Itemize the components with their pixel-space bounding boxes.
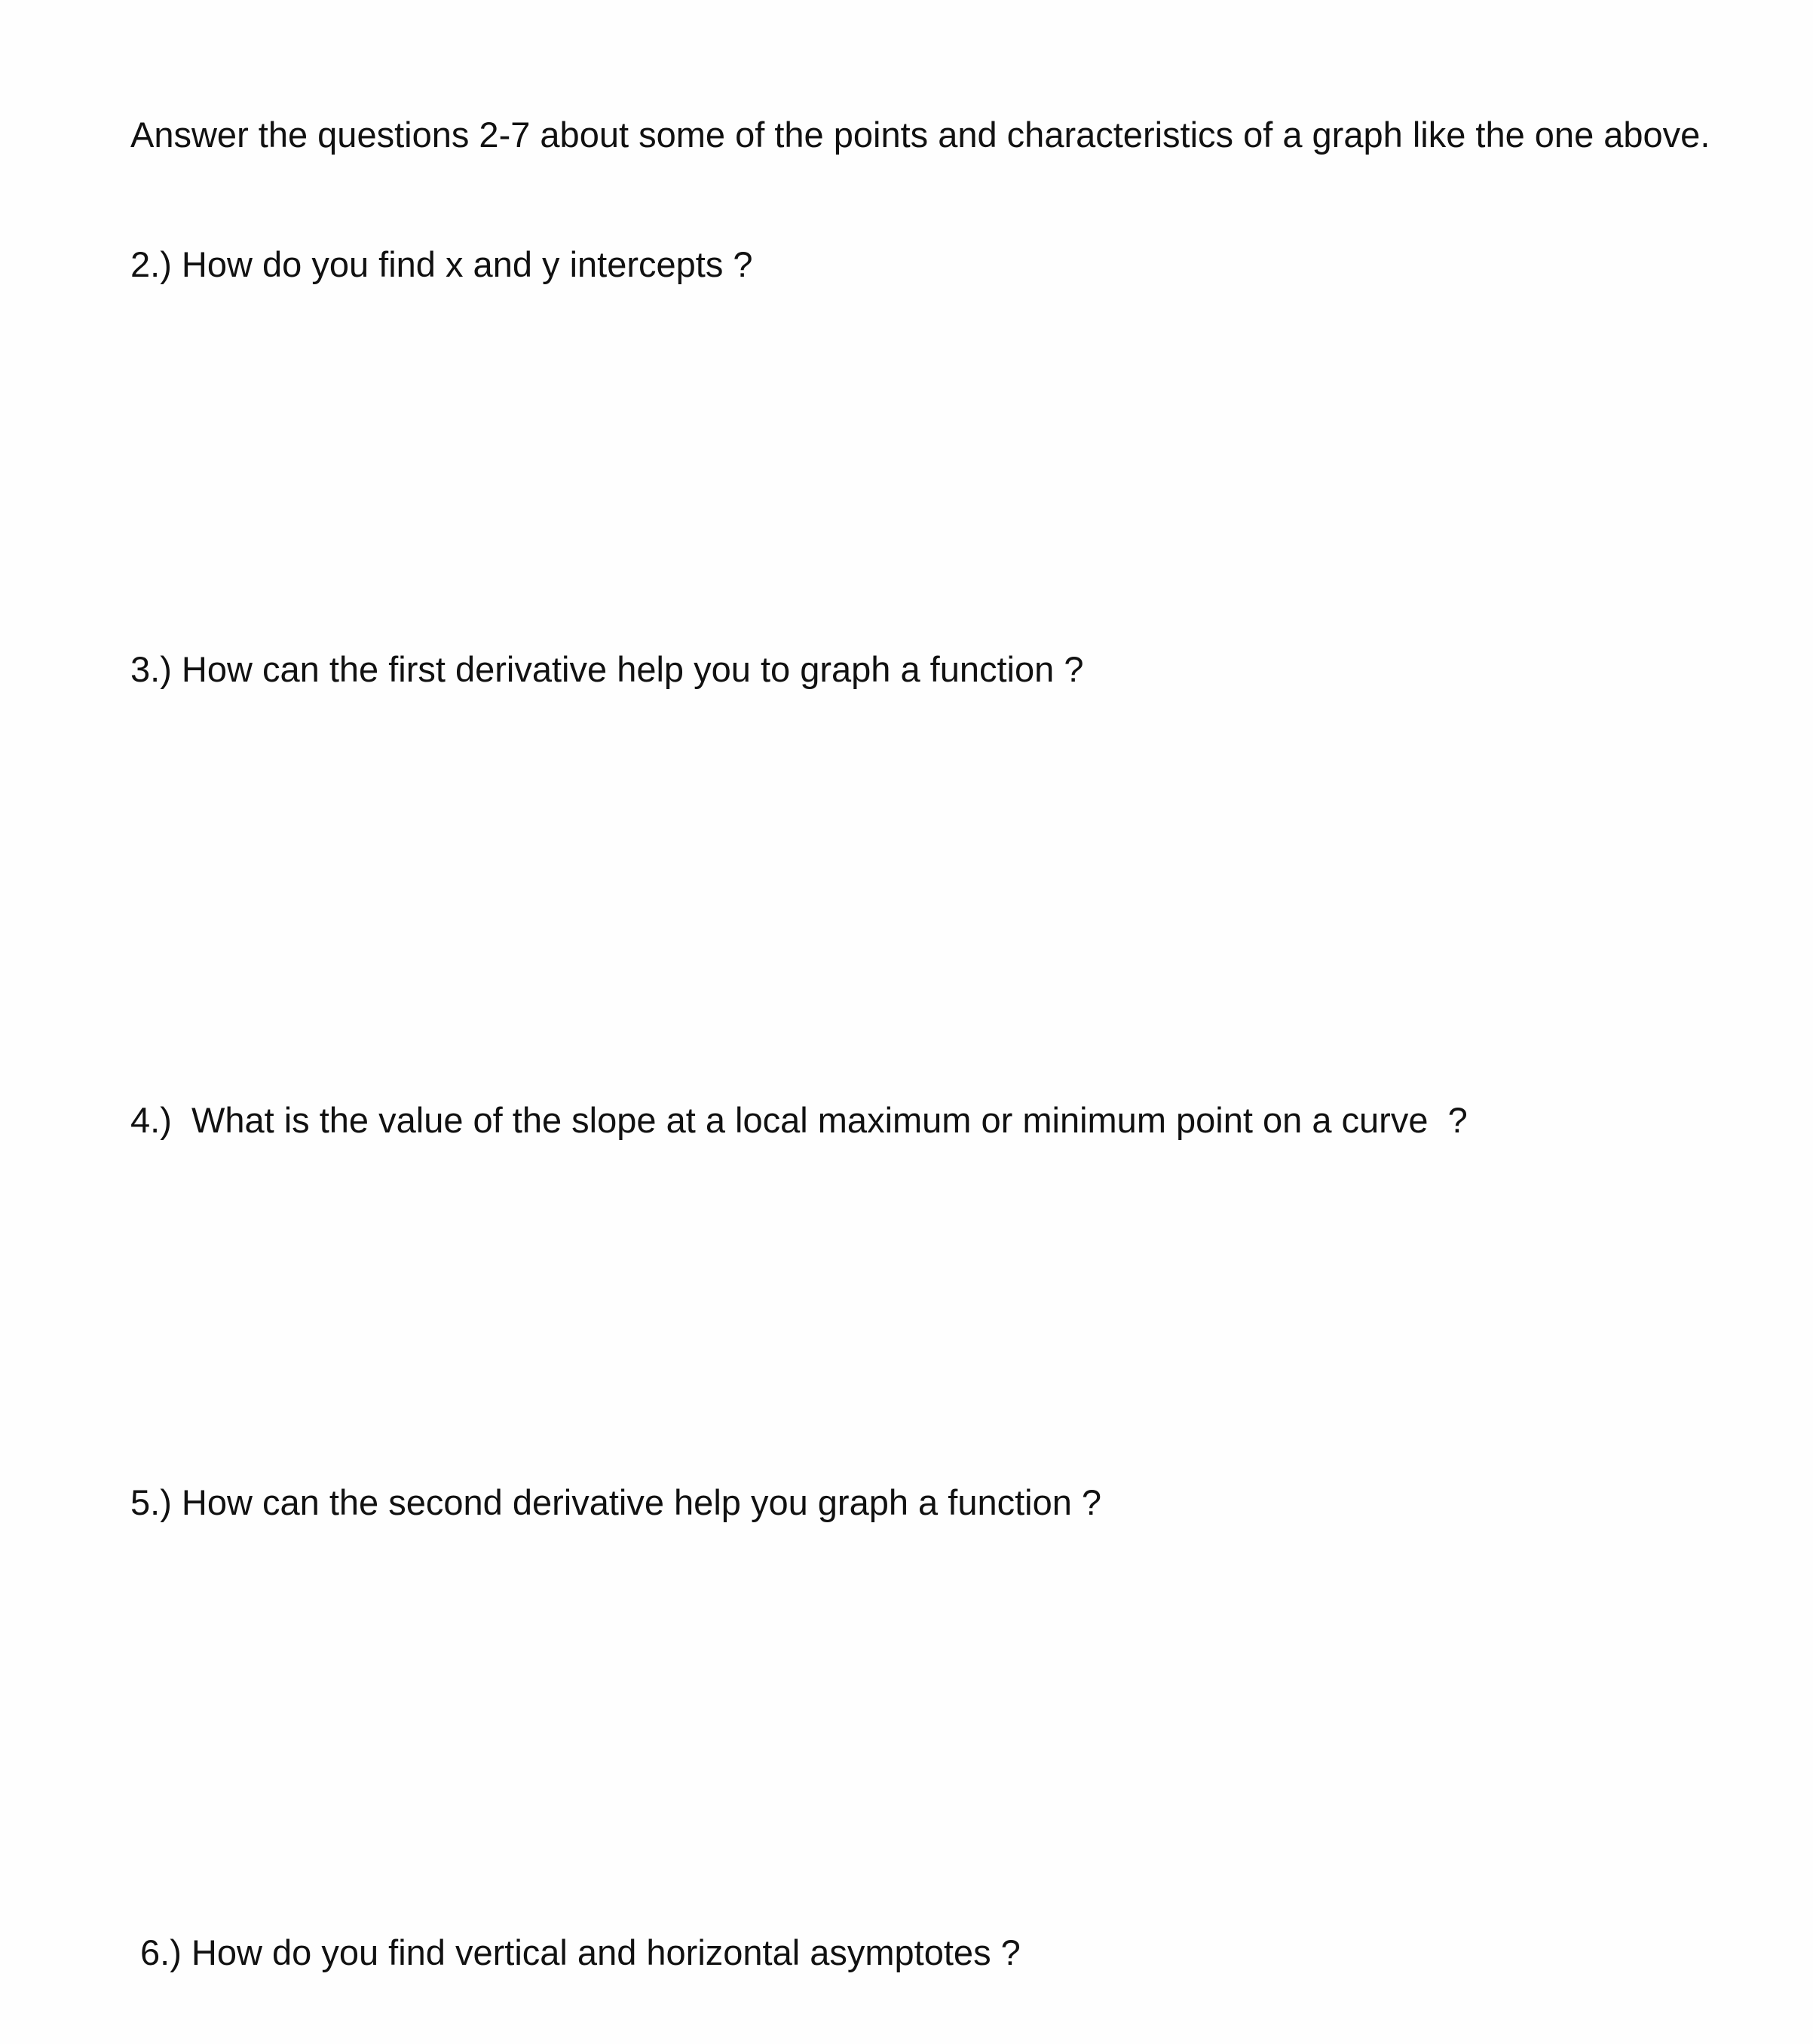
question-2: 2.) How do you find x and y intercepts ? [130,244,753,284]
instructions-paragraph: Answer the questions 2-7 about some of the points and characteristics of a graph like the one above. [130,115,1710,155]
question-4: 4.) What is the value of the slope at a local maximum or minimum point on a curve ? [130,1100,1468,1140]
question-5: 5.) How can the second derivative help you graph a function ? [130,1482,1102,1522]
question-6: 6.) How do you find vertical and horizontal asymptotes ? [140,1932,1021,1972]
question-3: 3.) How can the first derivative help you to graph a function ? [130,649,1084,689]
